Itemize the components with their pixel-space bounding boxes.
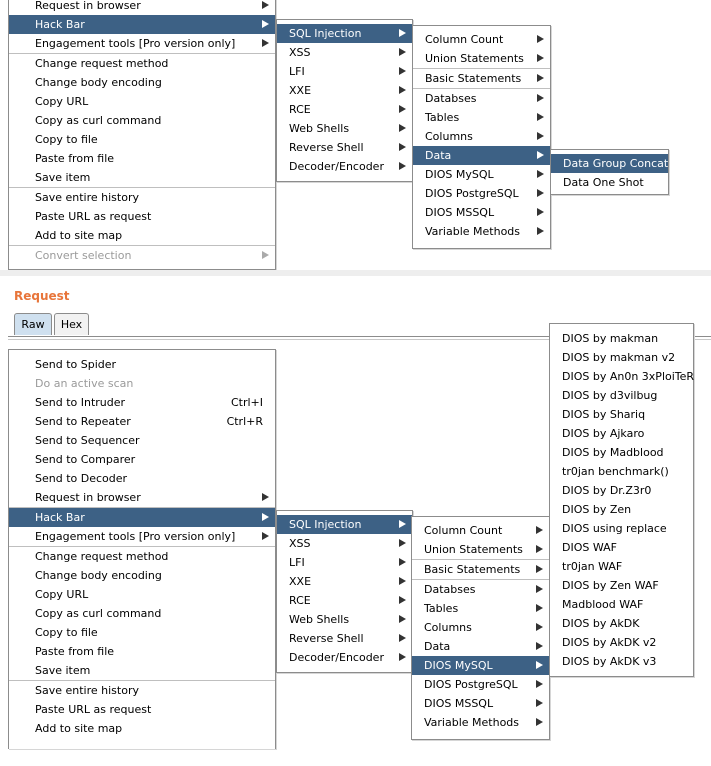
menu-item-convert-selection[interactable] (9, 246, 275, 265)
menu-item-change-request-method[interactable] (9, 54, 275, 73)
menu-item-xss[interactable] (277, 43, 412, 62)
menu-item-label: DIOS PostgreSQL (425, 187, 519, 200)
menu-item-change-request-method[interactable] (9, 547, 275, 566)
tab-label: Raw (21, 318, 45, 331)
menu-item-label: Hack Bar (35, 511, 85, 524)
menu-item-tables[interactable] (413, 108, 550, 127)
menu-item-dios-mssql[interactable] (413, 203, 550, 222)
menu-item-label: Engagement tools [Pro version only] (35, 37, 236, 50)
menu-item-copy-url[interactable] (9, 92, 275, 111)
menu-item-dios-payload[interactable] (550, 633, 693, 652)
menu-item-label: DIOS by Zen WAF (562, 579, 659, 592)
menu-item-paste-url-as-request[interactable] (9, 207, 275, 226)
menu-item-column-count[interactable] (412, 521, 549, 540)
menu-item-lfi[interactable] (277, 62, 412, 81)
menu-item-label: Convert selection (35, 249, 132, 262)
menu-item-data-one-shot[interactable] (551, 173, 668, 192)
menu-item-web-shells[interactable] (277, 119, 412, 138)
menu-item-label: Variable Methods (424, 716, 520, 729)
menu-item-do-an-active-scan[interactable] (9, 374, 275, 393)
submenu-arrow-icon (537, 113, 544, 121)
submenu-arrow-icon (399, 634, 406, 642)
bottom-context-menu (8, 349, 276, 749)
submenu-arrow-icon (399, 67, 406, 75)
bottom-sqli-submenu (411, 516, 550, 740)
menu-item-shortcut: Ctrl+I (230, 396, 263, 409)
menu-item-dios-payload[interactable] (550, 500, 693, 519)
submenu-arrow-icon (399, 539, 406, 547)
menu-item-label: Data One Shot (563, 176, 644, 189)
menu-item-label: DIOS by Ajkaro (562, 427, 645, 440)
menu-item-label: Columns (425, 130, 473, 143)
menu-item-label: Variable Methods (425, 225, 521, 238)
menu-item-label: Do an active scan (35, 377, 134, 390)
menu-item-save-entire-history[interactable] (9, 681, 275, 700)
menu-item-send-to-intruder[interactable] (9, 393, 275, 412)
menu-item-label: Save item (35, 664, 91, 677)
menu-item-label: DIOS by d3vilbug (562, 389, 658, 402)
menu-item-engagement-tools[interactable] (9, 527, 275, 546)
menu-item-label: DIOS by makman v2 (562, 351, 676, 364)
submenu-arrow-icon (537, 54, 544, 62)
menu-item-label: Save entire history (35, 191, 139, 204)
menu-item-label: Decoder/Encoder (289, 651, 384, 664)
menu-item-label: DIOS by An0n 3xPloiTeR (562, 370, 695, 383)
menu-item-reverse-shell[interactable] (277, 138, 412, 157)
menu-item-dios-payload[interactable] (550, 329, 693, 348)
menu-item-data[interactable] (412, 637, 549, 656)
menu-item-dios-postgresql[interactable] (412, 675, 549, 694)
menu-item-columns[interactable] (413, 127, 550, 146)
menu-item-paste-from-file[interactable] (9, 149, 275, 168)
menu-item-label: Column Count (424, 524, 503, 537)
menu-item-dios-payload[interactable] (550, 595, 693, 614)
menu-item-label: Save entire history (35, 684, 139, 697)
menu-item-label: Paste URL as request (35, 703, 152, 716)
submenu-arrow-icon (536, 585, 543, 593)
menu-item-label: Send to Sequencer (35, 434, 140, 447)
menu-item-label: DIOS MySQL (424, 659, 493, 672)
menu-item-shortcut: Ctrl+R (226, 415, 263, 428)
menu-item-label: tr0jan WAF (562, 560, 623, 573)
menu-item-request-in-browser[interactable] (9, 488, 275, 507)
submenu-arrow-icon (536, 661, 543, 669)
menu-item-send-to-repeater[interactable] (9, 412, 275, 431)
submenu-arrow-icon (399, 596, 406, 604)
menu-item-label: Request in browser (35, 491, 141, 504)
submenu-arrow-icon (262, 39, 269, 47)
tab-raw[interactable] (14, 313, 52, 335)
menu-item-label: Copy as curl command (35, 607, 162, 620)
menu-item-label: Data Group Concat (563, 157, 669, 170)
menu-item-label: Send to Decoder (35, 472, 128, 485)
menu-item-web-shells[interactable] (277, 610, 412, 629)
menu-item-xxe[interactable] (277, 572, 412, 591)
top-data-submenu (550, 149, 669, 195)
menu-item-label: DIOS by Dr.Z3r0 (562, 484, 652, 497)
submenu-arrow-icon (536, 526, 543, 534)
menu-item-send-to-sequencer[interactable] (9, 431, 275, 450)
menu-item-rce[interactable] (277, 591, 412, 610)
menu-item-label: Reverse Shell (289, 141, 364, 154)
menu-item-change-body-encoding[interactable] (9, 566, 275, 585)
menu-item-label: Copy URL (35, 588, 89, 601)
menu-item-dios-payload[interactable] (550, 424, 693, 443)
menu-item-dios-payload[interactable] (550, 348, 693, 367)
tab-label: Hex (60, 318, 83, 331)
menu-item-variable-methods[interactable] (413, 222, 550, 241)
menu-item-label: Add to site map (35, 722, 123, 735)
menu-item-label: DIOS by AkDK v2 (562, 636, 657, 649)
menu-item-label: LFI (289, 65, 305, 78)
menu-item-label: XXE (289, 575, 312, 588)
submenu-arrow-icon (399, 143, 406, 151)
menu-item-label: RCE (289, 103, 311, 116)
menu-item-label: Paste from file (35, 152, 115, 165)
menu-item-label: DIOS using replace (562, 522, 667, 535)
menu-item-dios-payload[interactable] (550, 614, 693, 633)
menu-item-dios-mssql[interactable] (412, 694, 549, 713)
menu-item-change-body-encoding[interactable] (9, 73, 275, 92)
menu-item-copy-url[interactable] (9, 585, 275, 604)
menu-item-dios-mysql[interactable] (413, 165, 550, 184)
menu-item-send-to-spider[interactable] (9, 355, 275, 374)
menu-item-dios-payload[interactable] (550, 462, 693, 481)
submenu-arrow-icon (262, 493, 269, 501)
submenu-arrow-icon (536, 680, 543, 688)
menu-item-copy-as-curl[interactable] (9, 604, 275, 623)
menu-item-dios-payload[interactable] (550, 367, 693, 386)
submenu-arrow-icon (399, 105, 406, 113)
menu-item-label: RCE (289, 594, 311, 607)
menu-item-label: LFI (289, 556, 305, 569)
submenu-arrow-icon (399, 558, 406, 566)
submenu-arrow-icon (399, 124, 406, 132)
tab-hex[interactable] (54, 313, 89, 335)
submenu-arrow-icon (537, 35, 544, 43)
top-sqli-submenu (412, 25, 551, 249)
menu-item-paste-url-as-request[interactable] (9, 700, 275, 719)
menu-item-label: Add to site map (35, 229, 123, 242)
submenu-arrow-icon (536, 718, 543, 726)
menu-item-label: Union Statements (425, 52, 524, 65)
menu-item-save-item[interactable] (9, 168, 275, 187)
menu-item-union-statements[interactable] (413, 49, 550, 68)
menu-item-dios-payload[interactable] (550, 557, 693, 576)
menu-item-dios-payload[interactable] (550, 481, 693, 500)
menu-item-column-count[interactable] (413, 30, 550, 49)
submenu-arrow-icon (536, 642, 543, 650)
menu-item-engagement-tools[interactable] (9, 34, 275, 53)
menu-item-xxe[interactable] (277, 81, 412, 100)
menu-item-label: DIOS by Zen (562, 503, 632, 516)
menu-item-label: Save item (35, 171, 91, 184)
submenu-arrow-icon (537, 208, 544, 216)
menu-item-lfi[interactable] (277, 553, 412, 572)
menu-item-label: Change request method (35, 550, 169, 563)
menu-item-dios-payload[interactable] (550, 443, 693, 462)
menu-item-label: DIOS MySQL (425, 168, 494, 181)
menu-item-label: Copy to file (35, 133, 98, 146)
menu-item-hack-bar[interactable] (9, 15, 275, 34)
submenu-arrow-icon (262, 1, 269, 9)
menu-item-tables[interactable] (412, 599, 549, 618)
menu-item-request-in-browser[interactable] (9, 0, 275, 15)
submenu-arrow-icon (537, 132, 544, 140)
menu-item-label: Data (425, 149, 452, 162)
menu-item-label: Change body encoding (35, 76, 162, 89)
menu-item-sql-injection[interactable] (277, 515, 412, 534)
submenu-arrow-icon (399, 520, 406, 528)
menu-item-dios-payload[interactable] (550, 386, 693, 405)
submenu-arrow-icon (399, 653, 406, 661)
menu-item-dios-payload[interactable] (550, 576, 693, 595)
menu-item-copy-to-file[interactable] (9, 130, 275, 149)
menu-item-label: Columns (424, 621, 472, 634)
menu-item-xss[interactable] (277, 534, 412, 553)
submenu-arrow-icon (536, 699, 543, 707)
menu-item-label: Column Count (425, 33, 504, 46)
menu-item-copy-as-curl[interactable] (9, 111, 275, 130)
menu-item-label: Tables (425, 111, 460, 124)
menu-item-send-to-decoder[interactable] (9, 469, 275, 488)
menu-item-basic-statements[interactable] (413, 69, 550, 88)
menu-item-reverse-shell[interactable] (277, 629, 412, 648)
submenu-arrow-icon (537, 74, 544, 82)
menu-item-label: Change request method (35, 57, 169, 70)
menu-item-send-to-comparer[interactable] (9, 450, 275, 469)
request-panel-title: Request (14, 289, 70, 303)
menu-item-add-to-site-map[interactable] (9, 226, 275, 245)
submenu-arrow-icon (399, 29, 406, 37)
menu-item-label: Engagement tools [Pro version only] (35, 530, 236, 543)
menu-item-columns[interactable] (412, 618, 549, 637)
menu-item-add-to-site-map[interactable] (9, 719, 275, 738)
menu-item-label: Databses (425, 92, 477, 105)
menu-item-basic-statements[interactable] (412, 560, 549, 579)
menu-item-label: Copy URL (35, 95, 89, 108)
menu-item-databases[interactable] (412, 580, 549, 599)
menu-item-dios-payload[interactable] (550, 538, 693, 557)
menu-item-label: Send to Intruder (35, 396, 126, 409)
menu-item-label: Send to Comparer (35, 453, 136, 466)
submenu-arrow-icon (262, 20, 269, 28)
top-hackbar-submenu (276, 19, 413, 182)
submenu-arrow-icon (537, 151, 544, 159)
menu-item-dios-payload[interactable] (550, 519, 693, 538)
submenu-arrow-icon (536, 565, 543, 573)
menu-item-label: Reverse Shell (289, 632, 364, 645)
section-divider (0, 270, 711, 276)
menu-item-label: Union Statements (424, 543, 523, 556)
menu-item-label: Basic Statements (425, 72, 522, 85)
menu-item-data-group-concat[interactable] (551, 154, 668, 173)
menu-item-union-statements[interactable] (412, 540, 549, 559)
menu-item-label: tr0jan benchmark() (562, 465, 669, 478)
menu-item-variable-methods[interactable] (412, 713, 549, 732)
menu-item-label: DIOS WAF (562, 541, 617, 554)
menu-item-label: Web Shells (289, 613, 350, 626)
menu-item-dios-payload[interactable] (550, 652, 693, 671)
menu-item-data[interactable] (413, 146, 550, 165)
menu-item-dios-mysql[interactable] (412, 656, 549, 675)
menu-item-label: XSS (289, 537, 311, 550)
menu-item-label: Copy as curl command (35, 114, 162, 127)
menu-item-label: Change body encoding (35, 569, 162, 582)
menu-item-label: Hack Bar (35, 18, 85, 31)
menu-item-label: Decoder/Encoder (289, 160, 384, 173)
submenu-arrow-icon (536, 623, 543, 631)
menu-item-label: Send to Spider (35, 358, 117, 371)
submenu-arrow-icon (536, 545, 543, 553)
menu-item-label: DIOS by Shariq (562, 408, 646, 421)
menu-item-rce[interactable] (277, 100, 412, 119)
menu-item-label: DIOS MSSQL (424, 697, 494, 710)
submenu-arrow-icon (399, 162, 406, 170)
menu-item-copy-to-file[interactable] (9, 623, 275, 642)
menu-item-label: Copy to file (35, 626, 98, 639)
submenu-arrow-icon (536, 604, 543, 612)
menu-item-label: Send to Repeater (35, 415, 131, 428)
submenu-arrow-icon (262, 251, 269, 259)
menu-item-label: Databses (424, 583, 476, 596)
top-context-menu (8, 0, 276, 270)
menu-item-label: Tables (424, 602, 459, 615)
menu-item-label: SQL Injection (289, 27, 362, 40)
submenu-arrow-icon (399, 48, 406, 56)
submenu-arrow-icon (537, 94, 544, 102)
menu-item-label: Data (424, 640, 451, 653)
menu-item-paste-from-file[interactable] (9, 642, 275, 661)
submenu-arrow-icon (399, 615, 406, 623)
menu-item-sql-injection[interactable] (277, 24, 412, 43)
menu-item-dios-payload[interactable] (550, 405, 693, 424)
menu-item-label: DIOS by makman (562, 332, 659, 345)
menu-item-label: DIOS by AkDK (562, 617, 640, 630)
submenu-arrow-icon (262, 532, 269, 540)
menu-item-label: XSS (289, 46, 311, 59)
menu-item-dios-postgresql[interactable] (413, 184, 550, 203)
menu-item-hack-bar[interactable] (9, 508, 275, 527)
menu-item-label: Paste from file (35, 645, 115, 658)
menu-item-save-item[interactable] (9, 661, 275, 680)
menu-item-decoder-encoder[interactable] (277, 157, 412, 176)
submenu-arrow-icon (399, 577, 406, 585)
menu-item-label: DIOS by AkDK v3 (562, 655, 657, 668)
menu-item-label: Paste URL as request (35, 210, 152, 223)
submenu-arrow-icon (537, 189, 544, 197)
menu-item-label: Basic Statements (424, 563, 521, 576)
menu-item-label: Madblood WAF (562, 598, 644, 611)
menu-item-label: Web Shells (289, 122, 350, 135)
menu-item-decoder-encoder[interactable] (277, 648, 412, 667)
menu-item-label: SQL Injection (289, 518, 362, 531)
menu-item-label: DIOS by Madblood (562, 446, 664, 459)
menu-item-label: XXE (289, 84, 312, 97)
submenu-arrow-icon (262, 513, 269, 521)
menu-item-databases[interactable] (413, 89, 550, 108)
menu-item-label: DIOS PostgreSQL (424, 678, 518, 691)
submenu-arrow-icon (537, 227, 544, 235)
submenu-arrow-icon (537, 170, 544, 178)
menu-item-label: DIOS MSSQL (425, 206, 495, 219)
submenu-arrow-icon (399, 86, 406, 94)
bottom-dios-mysql-submenu (549, 323, 694, 677)
bottom-hackbar-submenu (276, 510, 413, 673)
menu-item-label: Request in browser (35, 0, 141, 12)
menu-item-save-entire-history[interactable] (9, 188, 275, 207)
